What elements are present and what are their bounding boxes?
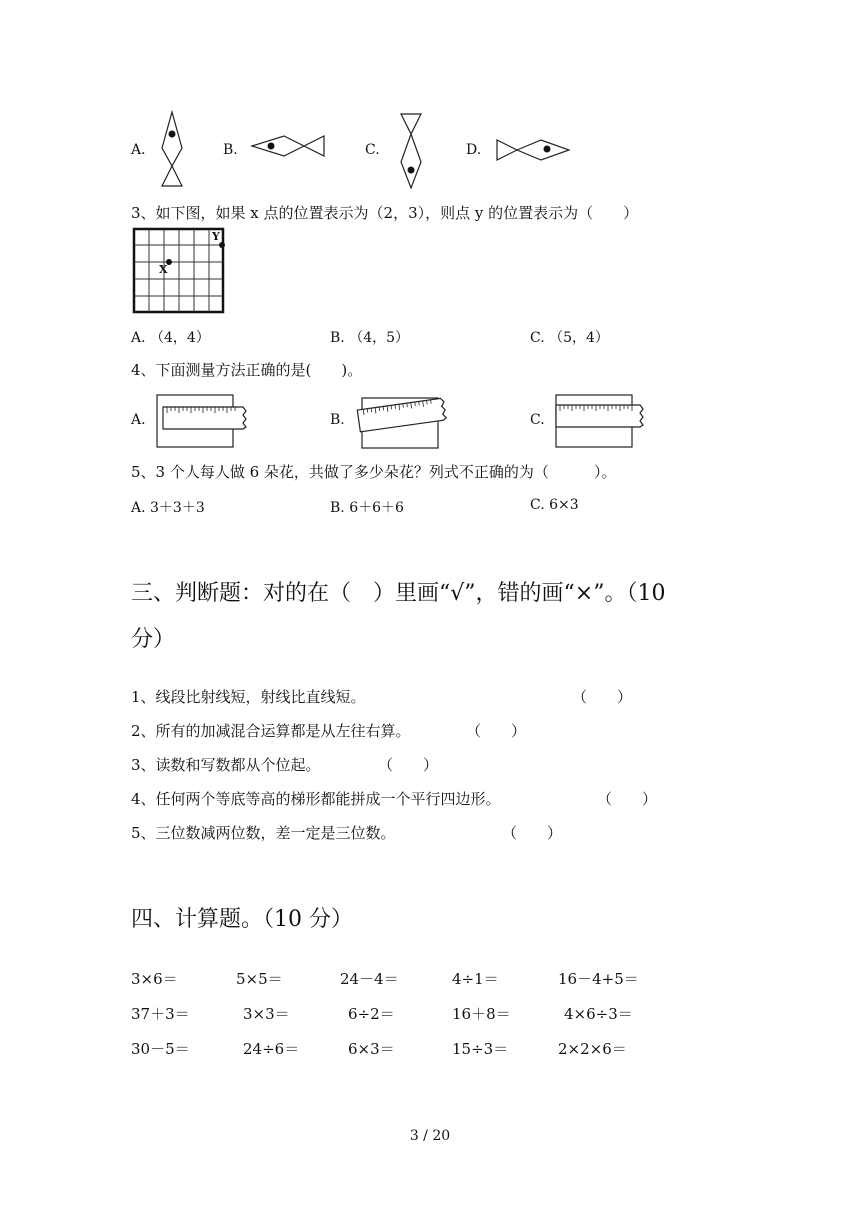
calc-r3-c4: 15÷3＝ <box>452 1040 509 1058</box>
q2-figure-a <box>158 110 188 190</box>
q4-ruler-figure-a <box>155 393 250 449</box>
q4-ruler-figure-c <box>554 393 649 449</box>
q5-option-b: B. 6＋6＋6 <box>330 500 404 516</box>
q2-figure-b <box>250 134 326 158</box>
q4-option-a-label: A. <box>131 412 146 428</box>
judge-item-4: 4、任何两个等底等高的梯形都能拼成一个平行四边形。 <box>131 790 501 808</box>
q4-text: 4、下面测量方法正确的是( )。 <box>131 361 363 379</box>
q4-option-c-label: C. <box>530 412 545 428</box>
judge-item-3: 3、读数和写数都从个位起。 <box>131 756 321 774</box>
calc-r3-c1: 30－5＝ <box>131 1040 190 1058</box>
q3-option-c: C. （5，4） <box>530 330 609 346</box>
calc-r1-c1: 3×6＝ <box>131 970 178 988</box>
grid-label-y: Y <box>212 230 220 243</box>
calc-r1-c2: 5×5＝ <box>236 970 283 988</box>
judge-item-1: 1、线段比射线短，射线比直线短。 <box>131 688 366 706</box>
judge-item-5: 5、三位数减两位数，差一定是三位数。 <box>131 824 396 842</box>
q2-option-d-label: D. <box>466 142 482 158</box>
calc-r2-c2: 3×3＝ <box>243 1005 290 1023</box>
calc-r3-c5: 2×2×6＝ <box>558 1040 627 1058</box>
calc-r2-c1: 37＋3＝ <box>131 1005 190 1023</box>
calc-r3-c3: 6×3＝ <box>348 1040 395 1058</box>
page-number: 3 / 20 <box>409 1128 451 1144</box>
section3-heading-line2: 分） <box>131 627 176 652</box>
q4-ruler-figure-b <box>356 390 451 450</box>
calc-r2-c3: 6÷2＝ <box>348 1005 395 1023</box>
q2-figure-d <box>495 138 575 162</box>
q5-option-a: A. 3＋3＋3 <box>131 500 205 516</box>
q5-text: 5、3 个人每人做 6 朵花，共做了多少朵花？列式不正确的为（ ）。 <box>131 463 617 481</box>
section4-heading: 四、计算题。（10 分） <box>131 907 353 932</box>
q2-figure-c <box>397 112 427 192</box>
q4-option-b-label: B. <box>330 412 345 428</box>
q5-option-c: C. 6×3 <box>530 497 579 513</box>
judge-item-2-blank[interactable]: （ ） <box>466 722 527 740</box>
calc-r2-c4: 16＋8＝ <box>452 1005 511 1023</box>
q3-option-b: B. （4，5） <box>330 330 410 346</box>
judge-item-1-blank[interactable]: （ ） <box>572 688 633 706</box>
q2-option-c-label: C. <box>365 142 380 158</box>
calc-r3-c2: 24÷6＝ <box>243 1040 300 1058</box>
q3-text: 3、如下图，如果 x 点的位置表示为（2，3），则点 y 的位置表示为（ ） <box>131 204 639 222</box>
judge-item-4-blank[interactable]: （ ） <box>597 790 658 808</box>
calc-r2-c5: 4×6÷3＝ <box>564 1005 633 1023</box>
judge-item-3-blank[interactable]: （ ） <box>378 756 439 774</box>
judge-item-2: 2、所有的加减混合运算都是从左往右算。 <box>131 722 411 740</box>
grid-label-x: X <box>159 263 168 276</box>
q2-option-b-label: B. <box>223 142 238 158</box>
calc-r1-c4: 4÷1＝ <box>452 970 499 988</box>
section3-heading-line1: 三、判断题：对的在（ ）里画“√”，错的画“×”。（10 <box>131 581 666 606</box>
judge-item-5-blank[interactable]: （ ） <box>502 824 563 842</box>
calc-r1-c3: 24－4＝ <box>340 970 399 988</box>
q2-option-a-label: A. <box>131 142 146 158</box>
q3-option-a: A. （4，4） <box>131 330 210 346</box>
calc-r1-c5: 16－4+5＝ <box>558 970 639 988</box>
